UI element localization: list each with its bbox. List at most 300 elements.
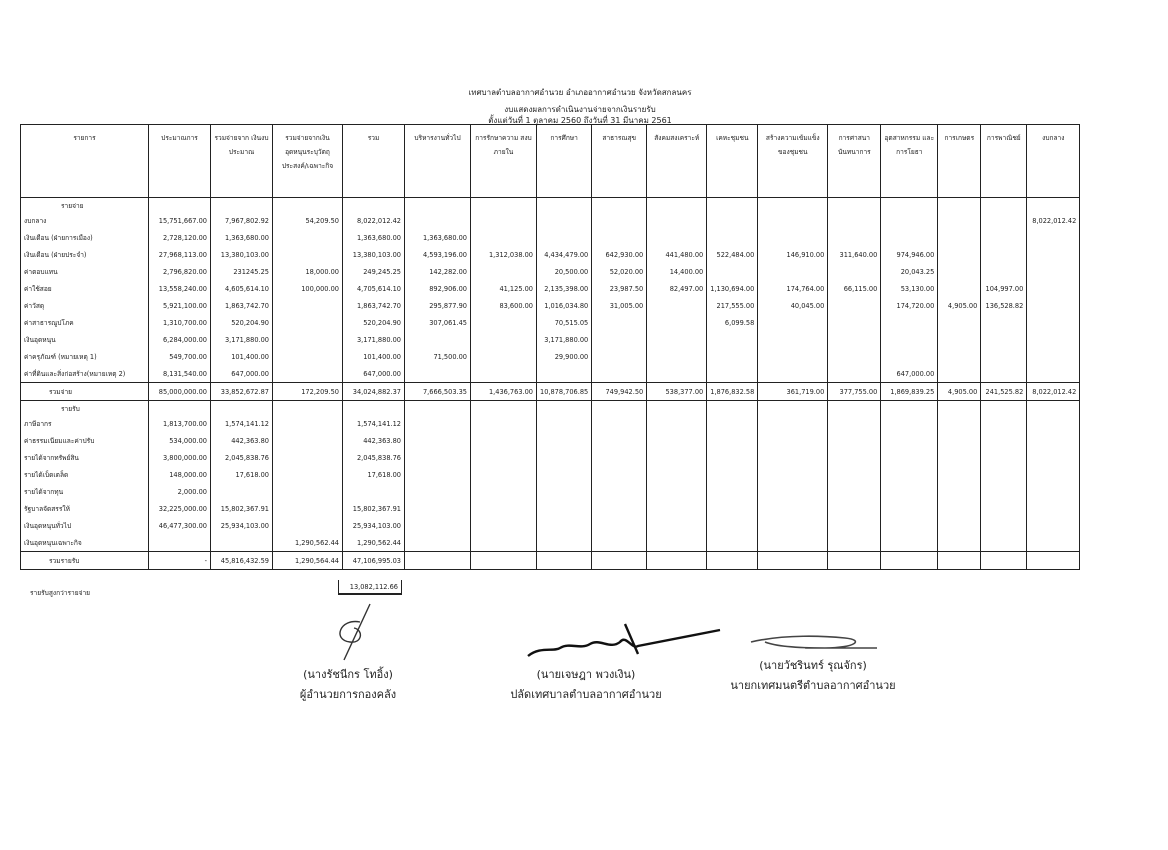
row-label: งบกลาง (21, 212, 149, 229)
table-cell (537, 449, 592, 466)
table-cell (647, 348, 707, 365)
table-cell: 534,000.00 (149, 432, 211, 449)
signatory-title-1: ผู้อำนวยการกองคลัง (299, 688, 397, 701)
table-cell (273, 500, 343, 517)
table-cell (981, 246, 1027, 263)
financial-table (20, 124, 1080, 570)
column-header: รวมจ่ายจากเงิน อุดหนุนระบุวัตถุ ประสงค์/เฉพาะกิจ (273, 125, 343, 198)
column-header: บริหารงานทั่วไป (405, 125, 471, 198)
table-cell (828, 365, 881, 383)
table-cell (471, 517, 537, 534)
table-cell: 13,380,103.00 (343, 246, 405, 263)
table-cell (758, 449, 828, 466)
table-cell (405, 212, 471, 229)
table-cell (273, 314, 343, 331)
table-cell (938, 500, 981, 517)
table-cell (758, 534, 828, 552)
table-cell (938, 212, 981, 229)
table-row (21, 246, 1080, 263)
row-label: เงินเดือน (ฝ่ายการเมือง) (21, 229, 149, 246)
row-label: รัฐบาลจัดสรรให้ (21, 500, 149, 517)
table-cell (1027, 331, 1080, 348)
surplus-value: 13,082,112.66 (338, 580, 402, 595)
table-cell (1027, 552, 1080, 570)
table-cell: 142,282.00 (405, 263, 471, 280)
table-cell (981, 263, 1027, 280)
table-cell (981, 500, 1027, 517)
table-cell (938, 552, 981, 570)
table-cell (405, 432, 471, 449)
table-cell (1027, 483, 1080, 500)
table-cell (707, 212, 758, 229)
table-cell (471, 466, 537, 483)
table-cell (981, 432, 1027, 449)
table-cell (707, 263, 758, 280)
table-cell (273, 348, 343, 365)
table-cell: 4,905.00 (938, 383, 981, 401)
table-cell (405, 331, 471, 348)
table-cell: 1,863,742.70 (343, 297, 405, 314)
row-label: เงินอุดหนุน (21, 331, 149, 348)
row-label: ค่าสาธารณูปโภค (21, 314, 149, 331)
signature-scribble-3 (745, 630, 885, 660)
table-cell (881, 517, 938, 534)
table-cell (938, 314, 981, 331)
table-cell (647, 212, 707, 229)
table-cell (881, 483, 938, 500)
table-cell (1027, 500, 1080, 517)
table-cell: 8,022,012.42 (1027, 383, 1080, 401)
table-cell (758, 432, 828, 449)
table-cell (1027, 229, 1080, 246)
signature-scribble-2 (520, 620, 730, 670)
table-cell (881, 229, 938, 246)
table-cell (273, 432, 343, 449)
table-cell (592, 449, 647, 466)
table-cell (981, 212, 1027, 229)
table-cell (707, 331, 758, 348)
table-cell: 52,020.00 (592, 263, 647, 280)
table-cell (938, 449, 981, 466)
table-cell: 31,005.00 (592, 297, 647, 314)
table-cell: 2,045,838.76 (343, 449, 405, 466)
table-cell (647, 500, 707, 517)
table-cell (592, 517, 647, 534)
table-cell (471, 449, 537, 466)
table-cell: 295,877.90 (405, 297, 471, 314)
section-label: รายจ่าย (21, 198, 149, 213)
table-cell (707, 534, 758, 552)
table-cell: 148,000.00 (149, 466, 211, 483)
signatory-title-2: ปลัดเทศบาลตำบลอากาศอำนวย (510, 688, 662, 701)
table-cell (471, 483, 537, 500)
table-cell: 40,045.00 (758, 297, 828, 314)
table-cell (647, 517, 707, 534)
table-cell: 25,934,103.00 (211, 517, 273, 534)
table-cell: 13,558,240.00 (149, 280, 211, 297)
table-cell (343, 483, 405, 500)
column-header: สร้างความเข้มแข็ง ของชุมชน (758, 125, 828, 198)
table-cell (537, 432, 592, 449)
table-cell: 249,245.25 (343, 263, 405, 280)
table-cell (938, 432, 981, 449)
table-cell (938, 280, 981, 297)
table-cell: 7,666,503.35 (405, 383, 471, 401)
table-row (21, 500, 1080, 517)
table-cell (707, 517, 758, 534)
table-cell (707, 483, 758, 500)
table-cell (758, 229, 828, 246)
table-cell (273, 449, 343, 466)
table-cell (273, 331, 343, 348)
table-row (21, 449, 1080, 466)
signature-block-3 (703, 658, 923, 694)
signature-block-1 (238, 667, 458, 703)
table-row (21, 534, 1080, 552)
table-cell: 1,876,832.58 (707, 383, 758, 401)
table-cell (405, 466, 471, 483)
row-label: เงินอุดหนุนเฉพาะกิจ (21, 534, 149, 552)
table-cell: 441,480.00 (647, 246, 707, 263)
table-cell: 15,802,367.91 (343, 500, 405, 517)
table-cell (981, 449, 1027, 466)
table-cell: 70,515.05 (537, 314, 592, 331)
table-cell (981, 331, 1027, 348)
table-cell (881, 212, 938, 229)
table-cell: 20,500.00 (537, 263, 592, 280)
table-cell: 20,043.25 (881, 263, 938, 280)
table-cell (828, 348, 881, 365)
table-cell (1027, 534, 1080, 552)
table-cell: 6,099.58 (707, 314, 758, 331)
table-cell: 749,942.50 (592, 383, 647, 401)
table-row (21, 432, 1080, 449)
row-label: เงินเดือน (ฝ่ายประจำ) (21, 246, 149, 263)
table-cell: 1,016,034.80 (537, 297, 592, 314)
table-cell (647, 534, 707, 552)
table-cell (707, 229, 758, 246)
table-cell (758, 517, 828, 534)
table-cell (647, 466, 707, 483)
table-cell: 54,209.50 (273, 212, 343, 229)
table-cell (537, 534, 592, 552)
table-cell (471, 212, 537, 229)
table-cell (592, 500, 647, 517)
table-cell (758, 466, 828, 483)
table-cell (273, 466, 343, 483)
table-cell (938, 365, 981, 383)
table-cell: 101,400.00 (211, 348, 273, 365)
table-cell: 146,910.00 (758, 246, 828, 263)
table-cell (707, 348, 758, 365)
table-cell: 1,290,564.44 (273, 552, 343, 570)
column-header: การศาสนา นันทนาการ (828, 125, 881, 198)
column-header: รายการ (21, 125, 149, 198)
table-cell (707, 552, 758, 570)
table-cell (828, 483, 881, 500)
table-cell: 2,135,398.00 (537, 280, 592, 297)
header-org: เทศบาลตำบลอากาศอำนวย อำเภออากาศอำนวย จังหวัดสกลนคร (468, 88, 692, 97)
row-label: ภาษีอากร (21, 415, 149, 432)
table-cell: 17,618.00 (211, 466, 273, 483)
table-cell (707, 432, 758, 449)
table-cell: 1,310,700.00 (149, 314, 211, 331)
table-cell (471, 432, 537, 449)
table-cell: 33,852,672.87 (211, 383, 273, 401)
table-cell: 6,284,000.00 (149, 331, 211, 348)
table-cell (758, 212, 828, 229)
table-cell: 15,751,667.00 (149, 212, 211, 229)
table-cell: 1,130,694.00 (707, 280, 758, 297)
table-cell (647, 297, 707, 314)
table-cell (707, 449, 758, 466)
signatory-name-1: (นางรัชนีกร โทอิ้ง) (303, 668, 393, 681)
table-cell (647, 365, 707, 383)
table-cell: 3,171,880.00 (343, 331, 405, 348)
section-row (21, 198, 1080, 213)
table-cell (647, 415, 707, 432)
table-cell: 217,555.00 (707, 297, 758, 314)
table-cell: 4,705,614.10 (343, 280, 405, 297)
table-cell: 47,106,995.03 (343, 552, 405, 570)
table-cell: 14,400.00 (647, 263, 707, 280)
table-cell (828, 432, 881, 449)
table-cell: 538,377.00 (647, 383, 707, 401)
table-cell (707, 500, 758, 517)
table-cell: 10,878,706.85 (537, 383, 592, 401)
table-cell: 1,863,742.70 (211, 297, 273, 314)
table-cell (273, 229, 343, 246)
table-cell: 8,131,540.00 (149, 365, 211, 383)
table-cell: 66,115.00 (828, 280, 881, 297)
table-cell: 1,436,763.00 (471, 383, 537, 401)
table-cell (592, 331, 647, 348)
table-cell: 1,363,680.00 (405, 229, 471, 246)
column-header: เคหะชุมชน (707, 125, 758, 198)
table-cell: 1,363,680.00 (211, 229, 273, 246)
table-cell: 1,574,141.12 (211, 415, 273, 432)
table-cell: 241,525.82 (981, 383, 1027, 401)
row-label: ค่าวัสดุ (21, 297, 149, 314)
row-label: เงินอุดหนุนทั่วไป (21, 517, 149, 534)
table-cell (1027, 246, 1080, 263)
table-cell (828, 449, 881, 466)
signature-block-2 (476, 667, 696, 703)
table-cell (273, 483, 343, 500)
table-cell (881, 348, 938, 365)
table-cell (938, 246, 981, 263)
table-cell (647, 552, 707, 570)
table-cell: 2,796,820.00 (149, 263, 211, 280)
table-cell: 1,312,038.00 (471, 246, 537, 263)
table-cell (828, 415, 881, 432)
table-cell (1027, 297, 1080, 314)
table-cell (647, 331, 707, 348)
column-header: อุตสาหกรรม และการโยธา (881, 125, 938, 198)
table-cell (938, 466, 981, 483)
table-body (21, 198, 1080, 570)
table-cell (647, 432, 707, 449)
table-cell (1027, 432, 1080, 449)
table-cell (938, 483, 981, 500)
table-cell: 1,290,562.44 (343, 534, 405, 552)
table-cell (471, 365, 537, 383)
table-cell: - (149, 552, 211, 570)
table-cell (537, 415, 592, 432)
table-cell: 82,497.00 (647, 280, 707, 297)
table-cell: 25,934,103.00 (343, 517, 405, 534)
row-label: รวมรายรับ (21, 552, 149, 570)
table-cell (592, 415, 647, 432)
column-header: การพาณิชย์ (981, 125, 1027, 198)
table-cell: 520,204.90 (211, 314, 273, 331)
table-cell: 647,000.00 (881, 365, 938, 383)
table-cell (405, 449, 471, 466)
table-cell (405, 415, 471, 432)
table-cell (592, 466, 647, 483)
table-cell (981, 365, 1027, 383)
table-cell (211, 534, 273, 552)
table-cell: 13,380,103.00 (211, 246, 273, 263)
table-cell: 83,600.00 (471, 297, 537, 314)
header-title: งบแสดงผลการดำเนินงานจ่ายจากเงินรายรับ (504, 105, 656, 114)
table-cell: 549,700.00 (149, 348, 211, 365)
table-cell (758, 483, 828, 500)
table-cell: 1,813,700.00 (149, 415, 211, 432)
table-cell (1027, 280, 1080, 297)
section-row (21, 401, 1080, 416)
table-cell: 174,764.00 (758, 280, 828, 297)
column-header: สาธารณสุข (592, 125, 647, 198)
table-cell: 647,000.00 (211, 365, 273, 383)
table-cell (758, 365, 828, 383)
column-header: รวมจ่ายจาก เงินงบประมาณ (211, 125, 273, 198)
table-cell: 974,946.00 (881, 246, 938, 263)
table-cell (592, 365, 647, 383)
table-cell: 311,640.00 (828, 246, 881, 263)
row-label: ค่าครุภัณฑ์ (หมายเหตุ 1) (21, 348, 149, 365)
table-cell (938, 517, 981, 534)
table-cell (471, 552, 537, 570)
table-row (21, 331, 1080, 348)
table-cell: 15,802,367.91 (211, 500, 273, 517)
table-cell: 5,921,100.00 (149, 297, 211, 314)
table-cell (707, 365, 758, 383)
table-cell: 34,024,882.37 (343, 383, 405, 401)
table-cell: 32,225,000.00 (149, 500, 211, 517)
table-cell: 642,930.00 (592, 246, 647, 263)
table-cell: 71,500.00 (405, 348, 471, 365)
table-cell: 2,000.00 (149, 483, 211, 500)
table-cell (938, 331, 981, 348)
table-cell (828, 212, 881, 229)
table-cell: 8,022,012.42 (1027, 212, 1080, 229)
table-cell: 85,000,000.00 (149, 383, 211, 401)
table-cell (405, 534, 471, 552)
table-cell (981, 534, 1027, 552)
table-cell (537, 483, 592, 500)
table-cell (273, 517, 343, 534)
table-cell (758, 348, 828, 365)
table-cell (938, 229, 981, 246)
row-label: ค่าธรรมเนียมและค่าปรับ (21, 432, 149, 449)
table-cell (537, 466, 592, 483)
signatory-name-2: (นายเจษฎา พวงเงิน) (536, 668, 636, 681)
table-cell: 3,171,880.00 (211, 331, 273, 348)
table-cell (707, 466, 758, 483)
table-cell (1027, 365, 1080, 383)
table-cell (1027, 348, 1080, 365)
table-row (21, 552, 1080, 570)
table-cell: 27,968,113.00 (149, 246, 211, 263)
table-cell (1027, 415, 1080, 432)
table-cell (881, 432, 938, 449)
table-cell (471, 415, 537, 432)
table-cell: 4,593,196.00 (405, 246, 471, 263)
column-header: การศึกษา (537, 125, 592, 198)
table-cell (981, 552, 1027, 570)
table-cell (758, 552, 828, 570)
row-label: ค่าที่ดินและสิ่งก่อสร้าง(หมายเหตุ 2) (21, 365, 149, 383)
table-cell: 8,022,012.42 (343, 212, 405, 229)
table-cell (471, 229, 537, 246)
table-cell (405, 517, 471, 534)
table-cell (471, 500, 537, 517)
table-row (21, 280, 1080, 297)
table-cell (1027, 517, 1080, 534)
table-cell (828, 297, 881, 314)
table-cell (592, 229, 647, 246)
signature-scribble-1 (320, 600, 400, 670)
table-row (21, 517, 1080, 534)
table-cell (537, 500, 592, 517)
table-cell (881, 500, 938, 517)
table-cell (647, 483, 707, 500)
table-cell (981, 314, 1027, 331)
table-cell: 1,363,680.00 (343, 229, 405, 246)
table-cell (938, 263, 981, 280)
table-cell (981, 348, 1027, 365)
table-cell: 442,363.80 (211, 432, 273, 449)
signatory-name-3: (นายวัชรินทร์ รุณจักร) (759, 659, 867, 672)
table-cell (881, 449, 938, 466)
table-cell: 2,045,838.76 (211, 449, 273, 466)
table-cell (981, 483, 1027, 500)
table-cell (828, 466, 881, 483)
table-cell (592, 314, 647, 331)
table-cell (981, 466, 1027, 483)
table-cell: 104,997.00 (981, 280, 1027, 297)
table-cell: 4,434,479.00 (537, 246, 592, 263)
table-cell (537, 365, 592, 383)
section-label: รายรับ (21, 401, 149, 416)
table-cell: 7,967,802.92 (211, 212, 273, 229)
table-cell: 3,800,000.00 (149, 449, 211, 466)
table-cell (273, 365, 343, 383)
table-cell (938, 348, 981, 365)
table-cell (938, 415, 981, 432)
table-row (21, 314, 1080, 331)
table-cell (537, 212, 592, 229)
report-subheader (300, 104, 860, 126)
table-cell (828, 500, 881, 517)
table-cell (405, 500, 471, 517)
table-cell (828, 263, 881, 280)
table-cell (881, 552, 938, 570)
table-cell (881, 314, 938, 331)
table-cell (273, 415, 343, 432)
row-label: ค่าใช้สอย (21, 280, 149, 297)
